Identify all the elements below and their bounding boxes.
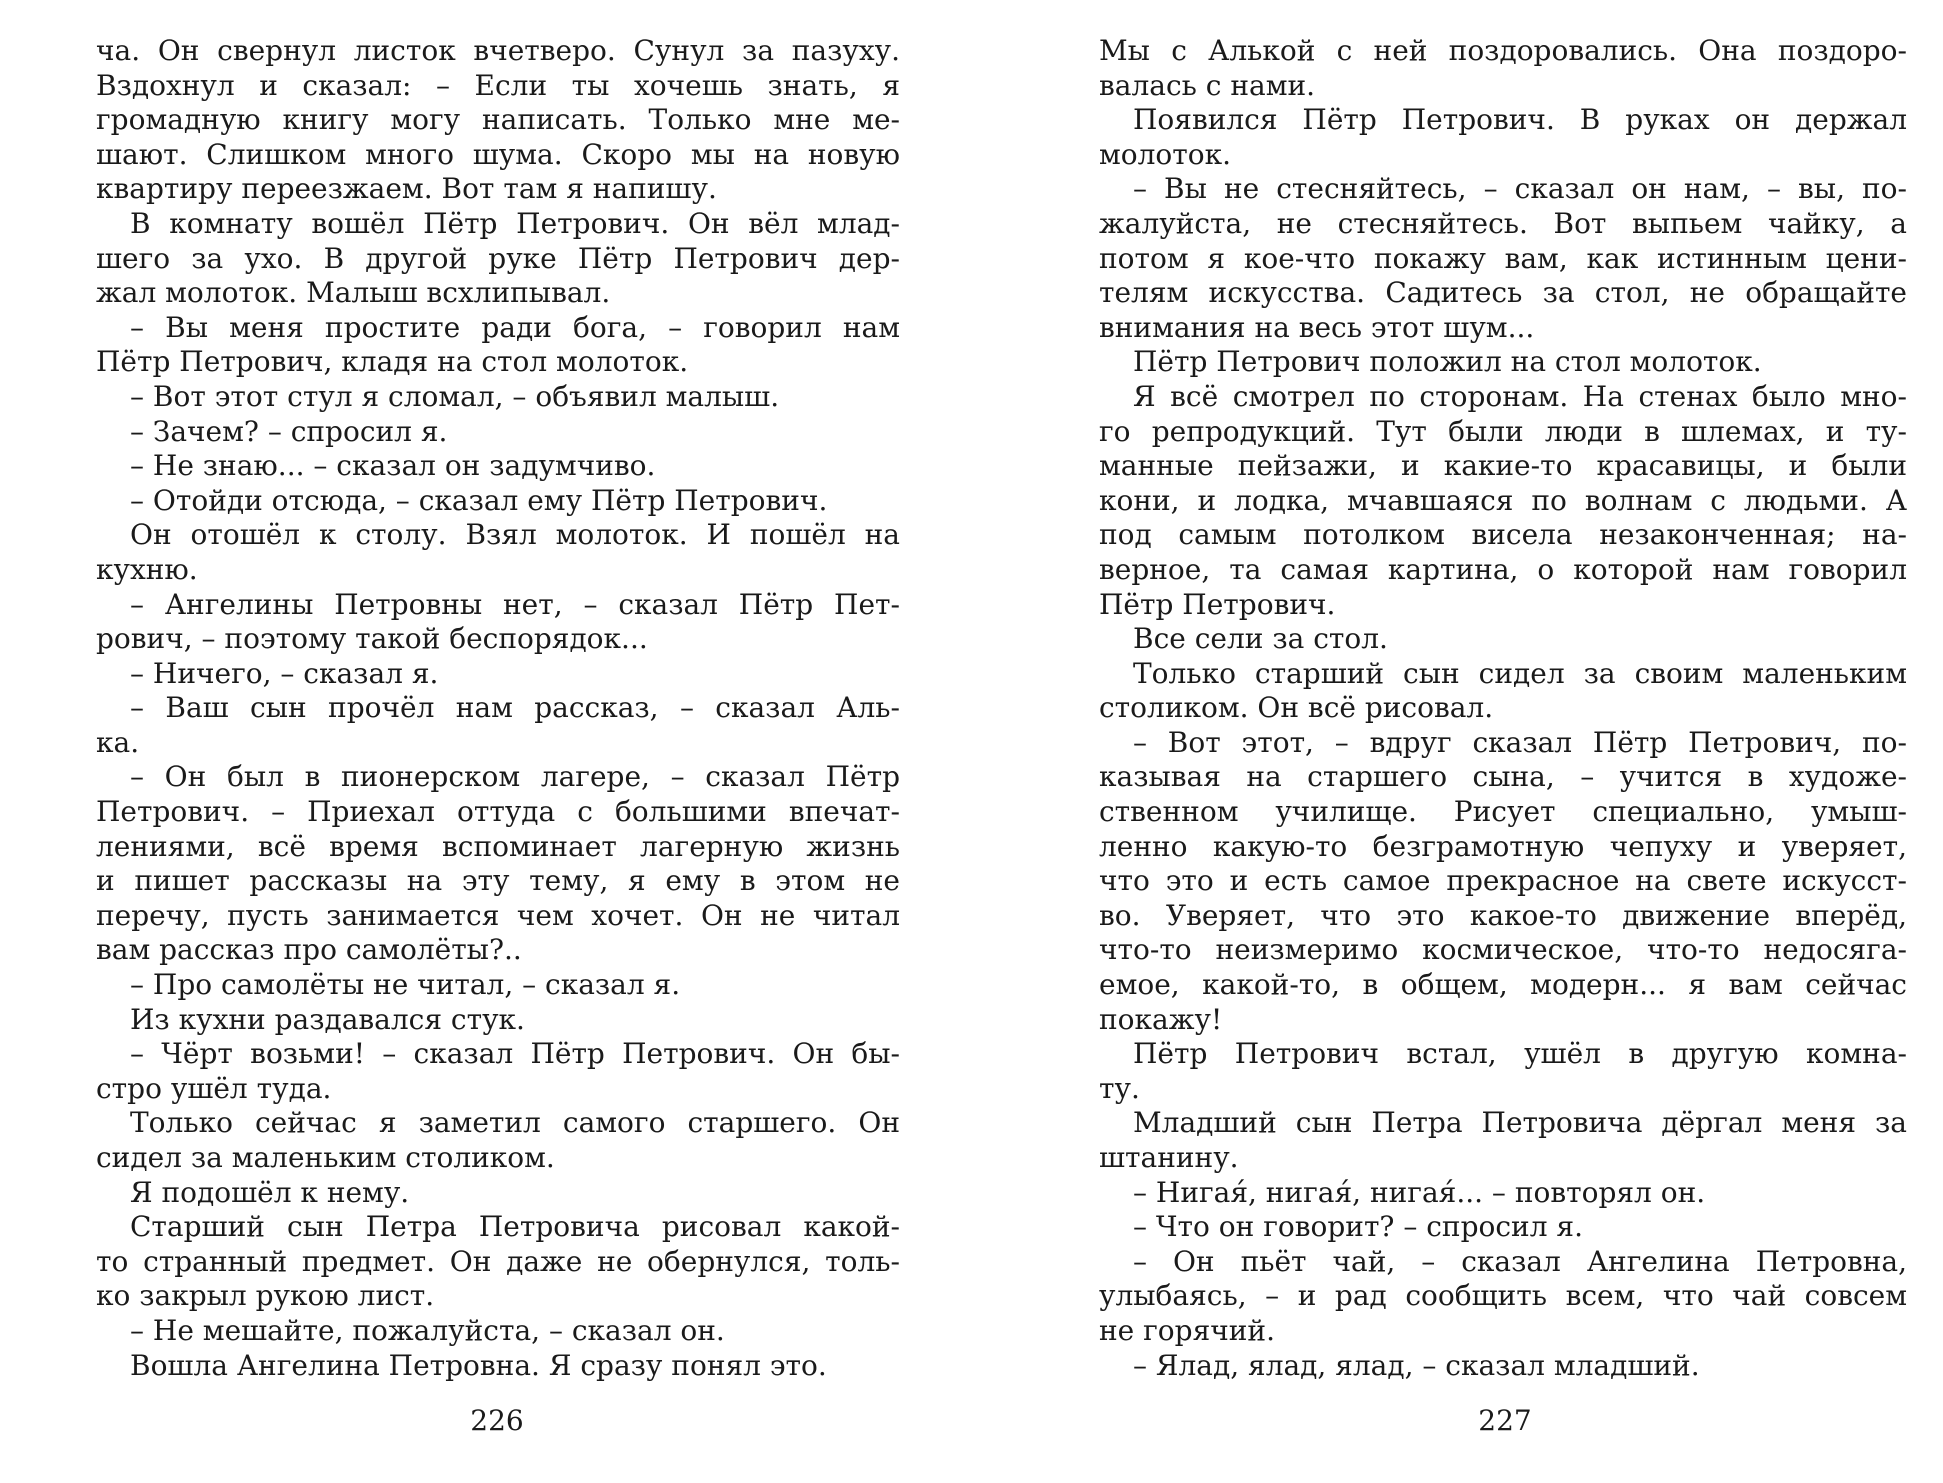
- text-line: Из кухни раздавался стук.: [130, 1002, 525, 1036]
- text-line: шего за ухо. В другой руке Пётр Петрович дер-: [96, 241, 900, 275]
- text-line: – Он был в пионерском лагере, – сказал Пётр: [130, 760, 900, 794]
- text-line: громадную книгу могу написать. Только мне ме-: [96, 103, 900, 137]
- text-line: верное, та самая картина, о которой нам говорил: [1099, 552, 1907, 586]
- text-line: рович, – поэтому такой беспорядок...: [96, 622, 648, 656]
- text-line: что это и есть самое прекрасное на свете искусст-: [1099, 864, 1907, 898]
- text-line: ленно какую-то безграмотную чепуху и уверяет,: [1099, 829, 1907, 863]
- text-line: телям искусства. Садитесь за стол, не обращайте: [1099, 276, 1907, 310]
- text-line: то странный предмет. Он даже не обернулся, толь-: [96, 1244, 900, 1278]
- text-line: кухню.: [96, 552, 198, 586]
- text-line: Пётр Петрович встал, ушёл в другую комна-: [1133, 1037, 1907, 1071]
- text-line: стро ушёл туда.: [96, 1071, 332, 1105]
- text-line: казывая на старшего сына, – учится в художе-: [1099, 760, 1907, 794]
- text-line: улыбаясь, – и рад сообщить всем, что чай совсем: [1099, 1279, 1907, 1313]
- text-line: ча. Он свернул листок вчетверо. Сунул за пазуху.: [96, 34, 900, 67]
- text-line: – Вы не стесняйтесь, – сказал он нам, – вы, по-: [1133, 172, 1907, 206]
- page-number-left: 226: [470, 1404, 524, 1437]
- text-line: Пётр Петрович.: [1099, 587, 1336, 621]
- text-line: ка.: [96, 725, 140, 759]
- text-line: покажу!: [1099, 1002, 1223, 1036]
- text-line: Только сейчас я заметил самого старшего. Он: [130, 1106, 900, 1140]
- text-line: перечу, пусть занимается чем хочет. Он не читал: [96, 898, 900, 932]
- text-line: ственном училище. Рисует специально, умыш-: [1099, 795, 1907, 829]
- text-line: внимания на весь этот шум...: [1099, 310, 1535, 344]
- text-line: – Вот этот стул я сломал, – объявил малыш.: [130, 379, 780, 413]
- text-line: жалуйста, не стесняйтесь. Вот выпьем чайку, а: [1099, 206, 1907, 240]
- text-line: вам рассказ про самолёты?..: [96, 933, 522, 967]
- text-line: кони, и лодка, мчавшаяся по волнам с людьми. А: [1099, 483, 1907, 517]
- text-line: – Про самолёты не читал, – сказал я.: [130, 968, 681, 1002]
- text-line: Вздохнул и сказал: – Если ты хочешь знать, я: [96, 68, 900, 102]
- text-line: манные пейзажи, и какие-то красавицы, и были: [1099, 449, 1907, 483]
- text-line: сидел за маленьким столиком.: [96, 1141, 555, 1174]
- page-number-right: 227: [1478, 1404, 1532, 1437]
- text-line: – Отойди отсюда, – сказал ему Пётр Петрович.: [130, 483, 828, 517]
- text-line: Только старший сын сидел за своим маленьким: [1133, 656, 1907, 690]
- text-line: шают. Слишком много шума. Скоро мы на новую: [96, 137, 900, 171]
- text-line: – Ваш сын прочёл нам рассказ, – сказал Аль-: [130, 691, 900, 725]
- text-line: молоток.: [1099, 137, 1232, 171]
- right-page: [1099, 34, 1907, 1383]
- text-line: Младший сын Петра Петровича дёргал меня за: [1133, 1106, 1907, 1140]
- text-line: го репродукций. Тут были люди в шлемах, и ту-: [1099, 414, 1907, 448]
- text-line: под самым потолком висела незаконченная; на-: [1099, 518, 1907, 552]
- text-line: штанину.: [1099, 1141, 1239, 1174]
- text-line: жал молоток. Малыш всхлипывал.: [96, 276, 611, 310]
- text-line: лениями, всё время вспоминает лагерную жизнь: [96, 829, 900, 863]
- text-line: Пётр Петрович положил на стол молоток.: [1133, 345, 1762, 379]
- text-line: – Вы меня простите ради бога, – говорил нам: [130, 310, 900, 344]
- text-line: Мы с Алькой с ней поздоровались. Она поздоро-: [1099, 34, 1907, 67]
- text-line: Петрович. – Приехал оттуда с большими впечат-: [96, 795, 900, 829]
- text-line: столиком. Он всё рисовал.: [1099, 691, 1494, 725]
- text-line: – Ялад, ялад, ялад, – сказал младший.: [1133, 1348, 1700, 1382]
- text-line: – Что он говорит? – спросил я.: [1133, 1210, 1583, 1244]
- text-line: – Он пьёт чай, – сказал Ангелина Петровна,: [1133, 1244, 1907, 1278]
- text-line: Я всё смотрел по сторонам. На стенах было мно-: [1133, 379, 1907, 413]
- text-line: Появился Пётр Петрович. В руках он держал: [1133, 103, 1907, 137]
- text-line: квартиру переезжаем. Вот там я напишу.: [96, 172, 717, 206]
- text-line: – Нигая́, нигая́, нигая́... – повторял он.: [1133, 1175, 1706, 1209]
- text-line: Вошла Ангелина Петровна. Я сразу понял это.: [130, 1348, 827, 1382]
- text-line: во. Уверяет, что это какое-то движение вперёд,: [1099, 898, 1907, 932]
- text-line: Он отошёл к столу. Взял молоток. И пошёл на: [130, 518, 900, 552]
- text-line: – Ангелины Петровны нет, – сказал Пётр Пет-: [130, 587, 900, 621]
- text-line: Все сели за стол.: [1133, 622, 1388, 656]
- text-line: валась с нами.: [1099, 68, 1316, 102]
- text-line: – Не знаю... – сказал он задумчиво.: [130, 449, 656, 483]
- text-line: – Не мешайте, пожалуйста, – сказал он.: [130, 1313, 725, 1347]
- text-line: емое, какой-то, в общем, модерн... я вам сейчас: [1099, 968, 1907, 1002]
- text-line: – Вот этот, – вдруг сказал Пётр Петрович, по-: [1133, 725, 1907, 759]
- text-line: – Зачем? – спросил я.: [130, 414, 448, 448]
- text-line: Пётр Петрович, кладя на стол молоток.: [96, 345, 689, 379]
- text-line: ту.: [1099, 1071, 1140, 1105]
- text-line: – Чёрт возьми! – сказал Пётр Петрович. Он бы-: [130, 1037, 900, 1071]
- text-line: Старший сын Петра Петровича рисовал какой-: [130, 1210, 900, 1244]
- text-line: не горячий.: [1099, 1313, 1275, 1347]
- text-line: В комнату вошёл Пётр Петрович. Он вёл млад-: [130, 206, 900, 240]
- text-line: потом я кое-что покажу вам, как истинным цени-: [1099, 241, 1907, 275]
- text-line: и пишет рассказы на эту тему, я ему в этом не: [96, 864, 900, 898]
- text-line: ко закрыл рукою лист.: [96, 1279, 435, 1313]
- text-line: что-то неизмеримо космическое, что-то недосяга-: [1099, 933, 1907, 967]
- text-line: Я подошёл к нему.: [130, 1175, 410, 1209]
- text-line: – Ничего, – сказал я.: [130, 656, 439, 690]
- left-page: [96, 34, 900, 1383]
